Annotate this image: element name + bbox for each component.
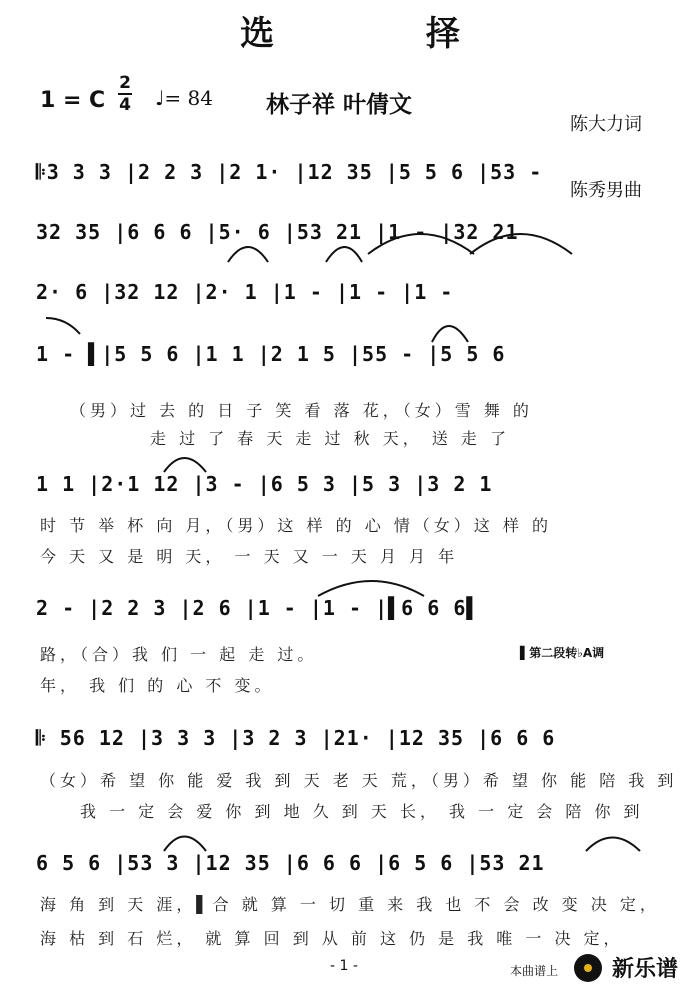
composer-credit: 陈秀男曲	[570, 180, 642, 201]
slur	[586, 838, 640, 852]
lyric-line: 时 节 举 杯 向 月，（男）这 样 的 心 情（女）这 样 的	[40, 516, 552, 535]
slur	[368, 234, 474, 254]
modulation-note: ▌第二段转♭A调	[520, 646, 605, 660]
lyricist-credit: 陈大力词	[570, 114, 642, 135]
slur	[46, 318, 80, 334]
brand-name: 新乐谱	[612, 957, 679, 982]
lyric-line: 年， 我 们 的 心 不 变。	[40, 676, 275, 695]
lyric-line: 今 天 又 是 明 天， 一 天 又 一 天 月 月 年	[40, 547, 459, 566]
lyric-line: （女）希 望 你 能 爱 我 到 天 老 天 荒，（男）希 望 你 能 陪 我 到	[40, 771, 678, 790]
score-row-8: 6 5 6 |53 3 |12 35 |6 6 6 |6 5 6 |53 21	[36, 851, 545, 875]
lyric-line: 海 角 到 天 涯，▌合 就 算 一 切 重 来 我 也 不 会 改 变 决 定，	[40, 895, 660, 914]
slur	[164, 458, 206, 472]
slur	[228, 247, 268, 262]
score-row-2: 32 35 |6 6 6 |5· 6 |53 21 |1 - |32 21	[36, 220, 519, 244]
time-signature-top: 2	[119, 73, 131, 93]
lyric-line: （男）过 去 的 日 子 笑 看 落 花，（女）雪 舞 的	[70, 401, 533, 420]
record-logo-icon	[574, 954, 602, 982]
score-row-7: 𝄆 56 12 |3 3 3 |3 2 3 |21· |12 35 |6 6 6	[36, 726, 556, 750]
lyric-line: 我 一 定 会 爱 你 到 地 久 到 天 长， 我 一 定 会 陪 你 到	[80, 802, 644, 821]
singers: 林子祥 叶倩文	[266, 92, 413, 118]
time-signature-bottom: 4	[119, 95, 131, 115]
key-signature: 1 = C	[40, 88, 106, 113]
song-title: 选 择	[240, 14, 530, 54]
slur	[164, 837, 206, 852]
lyric-line: 海 枯 到 石 烂， 就 算 回 到 从 前 这 仍 是 我 唯 一 决 定，	[40, 929, 624, 948]
tempo-marking: ♩= 84	[155, 86, 213, 110]
score-row-6: 2 - |2 2 3 |2 6 |1 - |1 - |▌6 6 6▌	[36, 596, 480, 620]
slur	[470, 234, 572, 254]
page-number: - 1 -	[330, 958, 358, 974]
lyric-line: 走 过 了 春 天 走 过 秋 天， 送 走 了	[150, 429, 510, 448]
slur	[432, 326, 468, 342]
slur	[326, 247, 362, 262]
source-label: 本曲谱上	[510, 964, 559, 978]
score-row-4: 1 - ▌|5 5 6 |1 1 |2 1 5 |55 - |5 5 6	[36, 342, 506, 366]
score-row-3: 2· 6 |32 12 |2· 1 |1 - |1 - |1 -	[36, 280, 454, 304]
score-row-5: 1 1 |2·1 12 |3 - |6 5 3 |5 3 |3 2 1	[36, 472, 493, 496]
lyric-line: 路，（合）我 们 一 起 走 过。	[40, 645, 318, 664]
score-row-1: 𝄆3 3 3 |2 2 3 |2 1· |12 35 |5 5 6 |53 -	[36, 160, 543, 184]
slur	[318, 581, 424, 596]
